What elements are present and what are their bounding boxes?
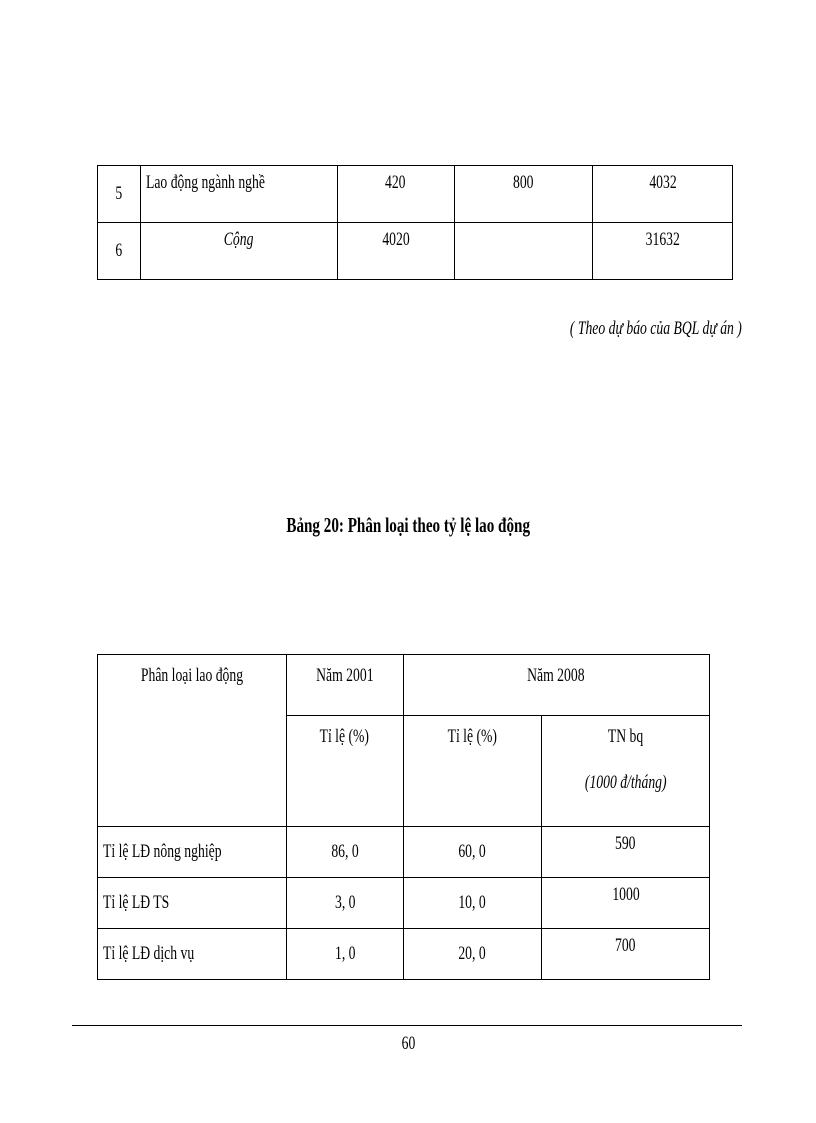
income-value: 590 [615,833,636,854]
table-row [98,827,710,878]
header-ratio-2001: Tỉ lệ (%) [320,726,370,747]
ratio-2008: 60, 0 [458,841,487,862]
labor-ratio-table [97,654,710,980]
row-number: 5 [115,183,123,204]
cell-value: 420 [385,172,406,193]
row-label: Tỉ lệ LĐ TS [103,892,170,913]
ratio-2008: 10, 0 [458,892,487,913]
header-row [98,655,710,716]
cell-value: 800 [513,172,534,193]
ratio-2001: 3, 0 [334,892,356,913]
header-income: TN bq [607,726,644,747]
cell-value: 4032 [648,172,677,193]
ratio-2008: 20, 0 [458,943,487,964]
row-label: Tỉ lệ LĐ dịch vụ [103,943,195,964]
table-row [98,878,710,929]
ratio-2001: 86, 0 [331,841,359,862]
source-note: ( Theo dự báo của BQL dự án ) [570,318,742,339]
row-label: Tỉ lệ LĐ nông nghiệp [103,841,222,862]
row-number: 6 [115,240,123,261]
row-label: Lao động ngành nghề [145,172,265,193]
continued-table [97,165,733,280]
cell-value: 31632 [645,229,680,250]
table-caption: Bảng 20: Phân loại theo tỷ lệ lao động [286,513,530,537]
income-value: 700 [615,935,636,956]
table-row [98,929,710,980]
header-year-2008: Năm 2008 [527,665,586,686]
page-number: 60 [401,1033,415,1054]
header-year-2001: Năm 2001 [316,665,374,686]
cell-value: 4020 [382,229,410,250]
header-income-unit: (1000 đ/tháng) [584,772,667,793]
header-ratio-2008: Tỉ lệ (%) [447,726,498,747]
income-value: 1000 [611,884,640,905]
table-row [98,223,733,280]
row-label: Cộng [224,229,254,250]
table-row [98,166,733,223]
header-category: Phân loại lao động [140,665,244,686]
ratio-2001: 1, 0 [334,943,356,964]
footer-divider [72,1025,742,1026]
